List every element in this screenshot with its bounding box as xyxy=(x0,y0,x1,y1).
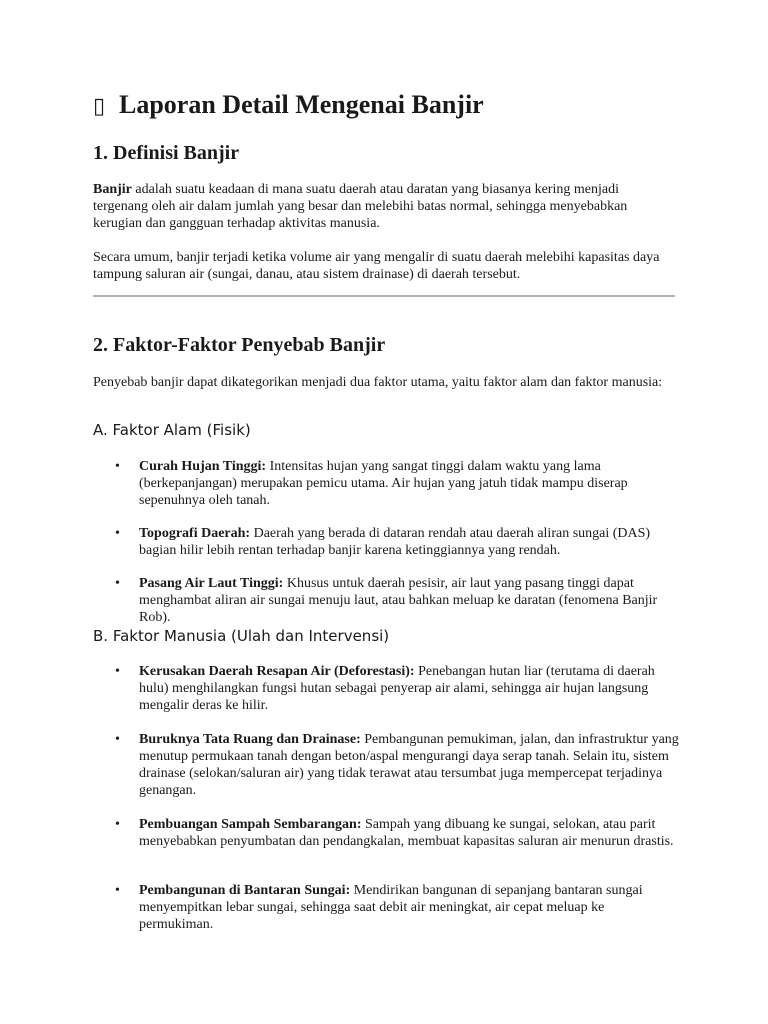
definition-text: adalah suatu keadaan di mana suatu daerah atau daratan yang biasanya kering menjadi tergenang oleh air dalam jumlah yang besar dan melebihi batas normal, sehingga menyebabkan kerugian dan gangguan terhadap aktivitas manusia. xyxy=(93,182,628,231)
list-item-description: Pembangunan pemukiman, jalan, dan infrastruktur yang menutup permukaan tanah dengan beton/aspal mengurangi daya serap tanah. Selain itu, sistem drainase (selokan/saluran air) yang tidak terawat atau tersumbat juga mempercepat terjadinya genangan. xyxy=(139,732,679,798)
definition-term: Banjir xyxy=(93,182,132,197)
section-heading-definisi: 1. Definisi Banjir xyxy=(93,142,240,164)
list-item-description: Intensitas hujan yang sangat tinggi dalam waktu yang lama (berkepanjangan) merupakan pemicu utama. Air hujan yang jatuh tidak mampu diserap sepenuhnya oleh tanah. xyxy=(139,459,628,508)
list-item-text xyxy=(139,816,679,850)
list-item-term: Topografi Daerah: xyxy=(139,526,251,541)
list-item-text xyxy=(139,663,679,714)
list-item-term: Pasang Air Laut Tinggi: xyxy=(139,576,284,591)
bullet-icon: • xyxy=(115,732,120,747)
list-item-text xyxy=(139,731,679,799)
section-divider xyxy=(93,295,675,297)
list-item-description: Mendirikan bangunan di sepanjang bantaran sungai menyempitkan lebar sungai, sehingga saat debit air meningkat, air cepat meluap ke permukiman. xyxy=(139,883,643,932)
page-title xyxy=(93,88,484,124)
list-item-term: Pembangunan di Bantaran Sungai: xyxy=(139,883,351,898)
bullet-icon: • xyxy=(115,817,120,832)
list-item-description: Penebangan hutan liar (terutama di daerah hulu) menghilangkan fungsi hutan sebagai penyerap air alami, sehingga air hujan langsung mengalir deras ke hilir. xyxy=(139,664,655,713)
list-item-term: Buruknya Tata Ruang dan Drainase: xyxy=(139,732,361,747)
missing-glyph-icon: ▯ xyxy=(93,94,106,119)
list-item-description: Daerah yang berada di dataran rendah atau daerah aliran sungai (DAS) bagian hilir lebih rentan terhadap banjir karena ketinggiannya yang rendah. xyxy=(139,526,651,558)
list-item-text xyxy=(139,575,679,626)
section-heading-penyebab: 2. Faktor-Faktor Penyebab Banjir xyxy=(93,334,386,356)
subheading-faktor-manusia: B. Faktor Manusia (Ulah dan Intervensi) xyxy=(93,627,390,645)
list-item-term: Pembuangan Sampah Sembarangan: xyxy=(139,817,362,832)
list-item-description: Khusus untuk daerah pesisir, air laut yang pasang tinggi dapat menghambat aliran air sungai menuju laut, atau bahkan meluap ke daratan (fenomena Banjir Rob). xyxy=(139,576,658,625)
general-paragraph: Secara umum, banjir terjadi ketika volume air yang mengalir di suatu daerah melebihi kapasitas daya tampung saluran air (sungai, danau, atau sistem drainase) di daerah tersebut. xyxy=(93,250,660,282)
causes-intro-paragraph: Penyebab banjir dapat dikategorikan menjadi dua faktor utama, yaitu faktor alam dan faktor manusia: xyxy=(93,375,663,390)
definition-paragraph xyxy=(93,181,675,232)
list-item-description: Sampah yang dibuang ke sungai, selokan, atau parit menyebabkan penyumbatan dan pendangkalan, membuat kapasitas saluran air menurun drastis. xyxy=(139,817,674,849)
page-title-text: Laporan Detail Mengenai Banjir xyxy=(119,90,484,119)
bullet-icon: • xyxy=(115,576,120,591)
bullet-icon: • xyxy=(115,526,120,541)
list-item-term: Curah Hujan Tinggi: xyxy=(139,459,267,474)
bullet-icon: • xyxy=(115,883,120,898)
list-item-text xyxy=(139,882,679,933)
list-item-term: Kerusakan Daerah Resapan Air (Deforestasi): xyxy=(139,664,415,679)
bullet-icon: • xyxy=(115,459,120,474)
list-item-text xyxy=(139,458,679,509)
bullet-icon: • xyxy=(115,664,120,679)
subheading-faktor-alam: A. Faktor Alam (Fisik) xyxy=(93,421,251,439)
list-item-text xyxy=(139,525,679,559)
